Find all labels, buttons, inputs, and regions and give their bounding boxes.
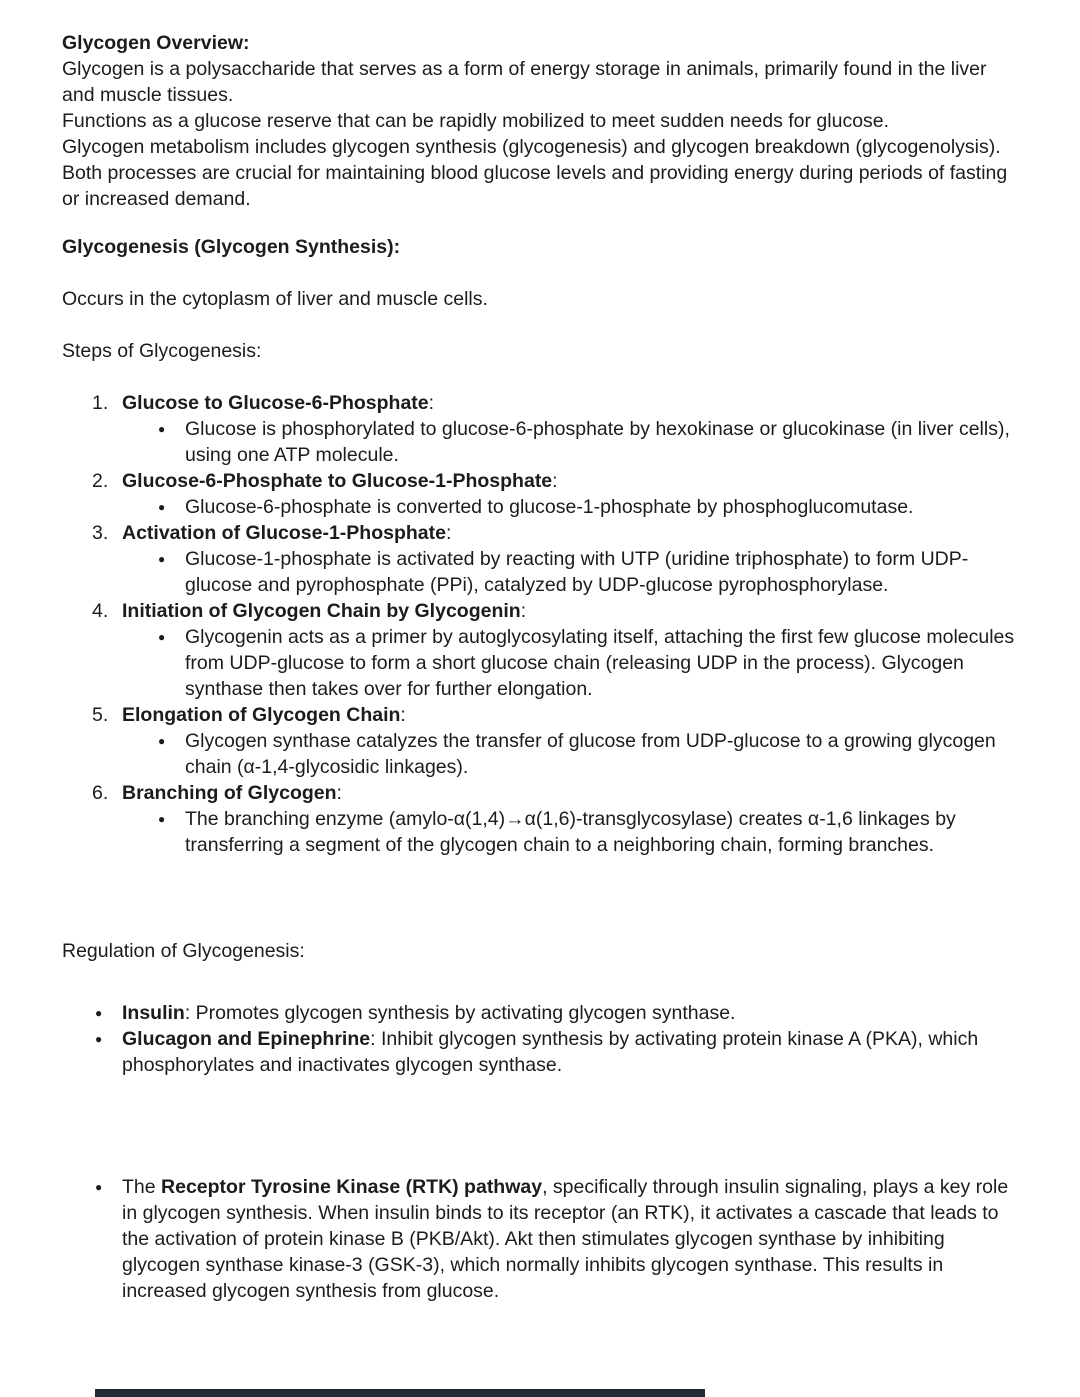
overview-paragraph: Glycogen metabolism includes glycogen synthesis (glycogenesis) and glycogen breakdown (glycogenolysis). Both processes are crucial for maintaining blood glucose levels and providing energy during periods of fasting or increased demand. (62, 136, 1008, 210)
list-item (62, 1000, 1018, 1026)
rtk-bullet-item (62, 1174, 1018, 1304)
step-number: 3. (92, 522, 109, 544)
step-number: 6. (92, 782, 109, 804)
step-number: 4. (92, 600, 109, 622)
bullet-icon: ● (158, 812, 166, 826)
bullet-icon: ● (158, 734, 166, 748)
step-detail: Glucose is phosphorylated to glucose-6-phosphate by hexokinase or glucokinase (in liver cells), using one ATP molecule. (185, 418, 1010, 466)
step-title: Activation of Glucose-1-Phosphate: (122, 522, 452, 544)
bottom-bar (95, 1389, 705, 1397)
step-item (62, 390, 1018, 468)
bullet-icon: ● (95, 1032, 103, 1046)
step-number: 1. (92, 392, 109, 414)
step-title: Elongation of Glycogen Chain: (122, 704, 406, 726)
regulation-heading: Regulation of Glycogenesis: (62, 940, 305, 962)
step-detail: Glucose-6-phosphate is converted to glucose-1-phosphate by phosphoglucomutase. (185, 496, 914, 518)
step-title: Glucose-6-Phosphate to Glucose-1-Phosphate: (122, 470, 558, 492)
step-detail: The branching enzyme (amylo-α(1,4)→α(1,6)-transglycosylase) creates α-1,6 linkages by transferring a segment of the glycogen chain to a neighboring chain, forming branches. (185, 808, 956, 856)
step-item (62, 780, 1018, 858)
step-detail: Glycogenin acts as a primer by autoglycosylating itself, attaching the first few glucose molecules from UDP-glucose to form a short glucose chain (releasing UDP in the process). Glycogen synthase then takes over for further elongation. (185, 626, 1015, 700)
glycogenesis-location-note: Occurs in the cytoplasm of liver and muscle cells. (62, 288, 488, 310)
glycogenesis-steps-list (62, 390, 1018, 858)
bullet-icon: ● (158, 500, 166, 514)
regulation-bullet-text: Insulin: Promotes glycogen synthesis by activating glycogen synthase. (122, 1002, 736, 1024)
rtk-bullet-text: The Receptor Tyrosine Kinase (RTK) pathway, specifically through insulin signaling, plays a key role in glycogen synthesis. When insulin binds to its receptor (an RTK), it activates a cascade that leads to the activation of protein kinase B (PKB/Akt). Akt then stimulates glycogen synthase by inhibiting glycogen synthase kinase-3 (GSK-3), which normally inhibits glycogen synthase. This results in increased glycogen synthesis from glucose. (122, 1176, 1009, 1302)
step-detail: Glucose-1-phosphate is activated by reacting with UTP (uridine triphosphate) to form UDP-glucose and pyrophosphate (PPi), catalyzed by UDP-glucose pyrophosphorylase. (185, 548, 969, 596)
step-number: 5. (92, 704, 109, 726)
overview-paragraph: Functions as a glucose reserve that can be rapidly mobilized to meet sudden needs for glucose. (62, 110, 890, 132)
steps-label: Steps of Glycogenesis: (62, 340, 262, 362)
step-title: Branching of Glycogen: (122, 782, 342, 804)
bullet-icon: ● (158, 552, 166, 566)
glycogenesis-heading: Glycogenesis (Glycogen Synthesis): (62, 236, 401, 258)
regulation-bullet-text: Glucagon and Epinephrine: Inhibit glycogen synthesis by activating protein kinase A (PKA), which phosphorylates and inactivates glycogen synthase. (122, 1028, 979, 1076)
bullet-icon: ● (95, 1180, 103, 1194)
step-item (62, 520, 1018, 598)
step-item (62, 702, 1018, 780)
bullet-icon: ● (158, 422, 166, 436)
overview-paragraph: Glycogen is a polysaccharide that serves as a form of energy storage in animals, primarily found in the liver and muscle tissues. (62, 58, 987, 106)
regulation-bullet-list (62, 1000, 1018, 1078)
overview-heading: Glycogen Overview: (62, 32, 250, 54)
step-title: Glucose to Glucose-6-Phosphate: (122, 392, 435, 414)
step-title: Initiation of Glycogen Chain by Glycogenin: (122, 600, 527, 622)
step-detail: Glycogen synthase catalyzes the transfer of glucose from UDP-glucose to a growing glycogen chain (α-1,4-glycosidic linkages). (185, 730, 996, 778)
step-number: 2. (92, 470, 109, 492)
bullet-icon: ● (158, 630, 166, 644)
bullet-icon: ● (95, 1006, 103, 1020)
step-item (62, 468, 1018, 520)
list-item (62, 1026, 1018, 1078)
step-item (62, 598, 1018, 702)
